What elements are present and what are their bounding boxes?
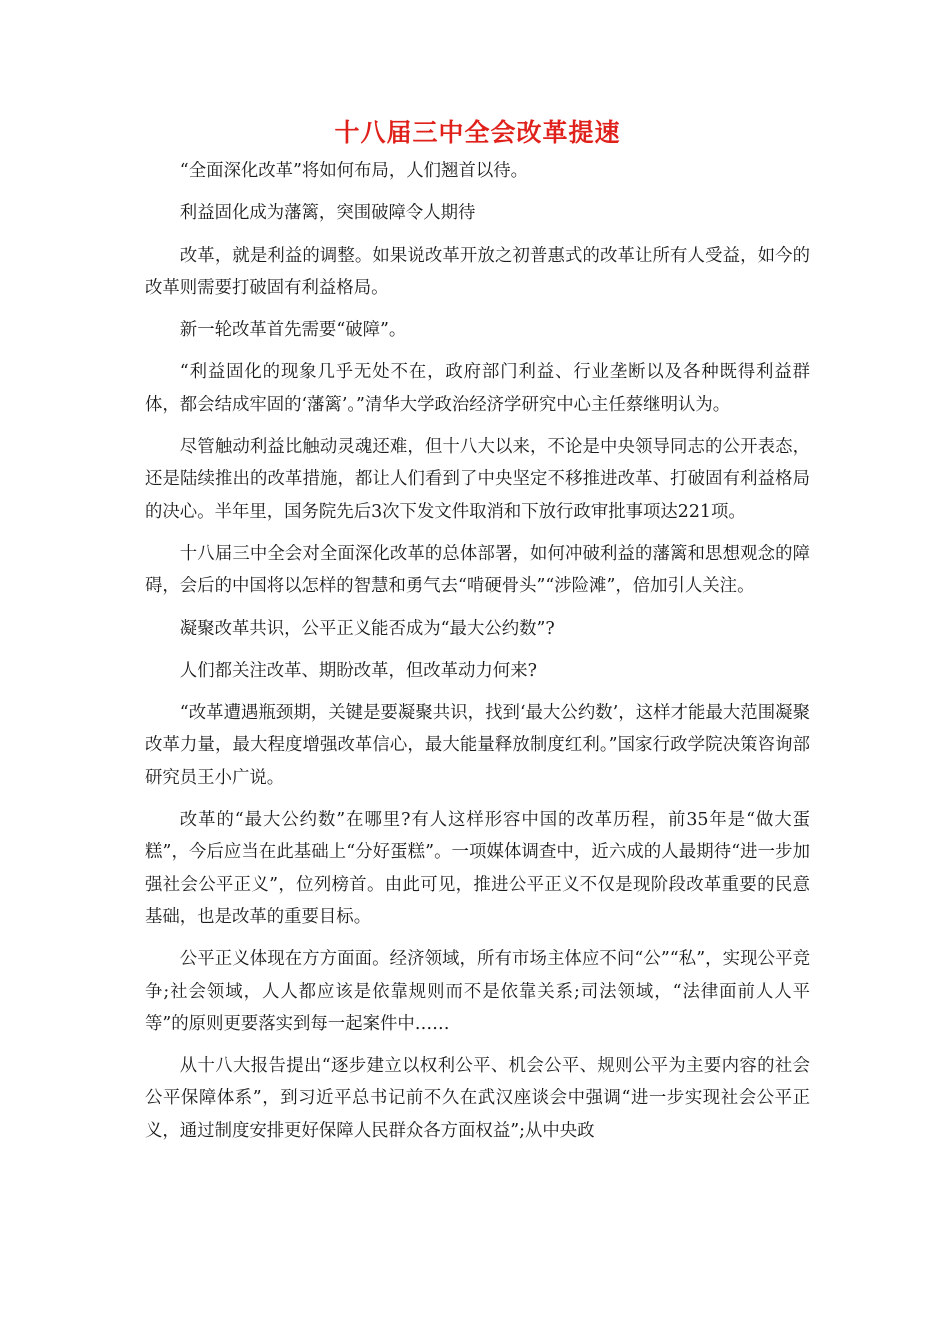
paragraph-13: 从十八大报告提出“逐步建立以权利公平、机会公平、规则公平为主要内容的社会公平保障体系”，到习近平总书记前不久在武汉座谈会中强调“进一步实现社会公平正义，通过制度安排更好保障人民群众各方面权益”;从中央政 (145, 1056, 810, 1141)
paragraph-4: 新一轮改革首先需要“破障”。 (179, 320, 407, 341)
paragraph-3: 改革，就是利益的调整。如果说改革开放之初普惠式的改革让所有人受益，如今的改革则需要打破固有利益格局。 (145, 245, 810, 298)
paragraph-9: 人们都关注改革、期盼改革，但改革动力何来? (179, 660, 537, 681)
paragraph-11: 改革的“最大公约数”在哪里?有人这样形容中国的改革历程，前35年是“做大蛋糕”，今后应当在此基础上“分好蛋糕”。一项媒体调查中，近六成的人最期待“进一步加强社会公平正义”，位列榜首。由此可见，推进公平正义不仅是现阶段改革重要的民意基础，也是改革的重要目标。 (145, 810, 810, 927)
paragraph-1: “全面深化改革”将如何布局，人们翘首以待。 (179, 161, 529, 181)
paragraph-5: “利益固化的现象几乎无处不在，政府部门利益、行业垄断以及各种既得利益群体，都会结成牢固的‘藩篱’。”清华大学政治经济学研究中心主任蔡继明认为。 (145, 362, 810, 415)
paragraph-10: “改革遭遇瓶颈期，关键是要凝聚共识，找到‘最大公约数’，这样才能最大范围凝聚改革力量，最大程度增强改革信心，最大能量释放制度红利。”国家行政学院决策咨询部研究员王小广说。 (145, 703, 810, 788)
paragraph-8: 凝聚改革共识，公平正义能否成为“最大公约数”? (179, 618, 555, 639)
paragraph-7: 十八届三中全会对全面深化改革的总体部署，如何冲破利益的藩篱和思想观念的障碍，会后的中国将以怎样的智慧和勇气去“啃硬骨头”“涉险滩”，倍加引人关注。 (145, 543, 810, 597)
page-title: 十八届三中全会改革提速 (334, 118, 621, 147)
paragraph-12: 公平正义体现在方方面面。经济领域，所有市场主体应不问“公”“私”，实现公平竞争;社会领域，人人都应该是依靠规则而不是依靠关系;司法领域，“法律面前人人平等”的原则更要落实到每一起案件中…… (145, 949, 810, 1034)
article-body (145, 155, 810, 1147)
paragraph-6: 尽管触动利益比触动灵魂还难，但十八大以来，不论是中央领导同志的公开表态，还是陆续推出的改革措施，都让人们看到了中央坚定不移推进改革、打破固有利益格局的决心。半年里，国务院先后3次下发文件取消和下放行政审批事项达221项。 (145, 437, 810, 522)
paragraph-2: 利益固化成为藩篱，突围破障令人期待 (179, 203, 476, 224)
